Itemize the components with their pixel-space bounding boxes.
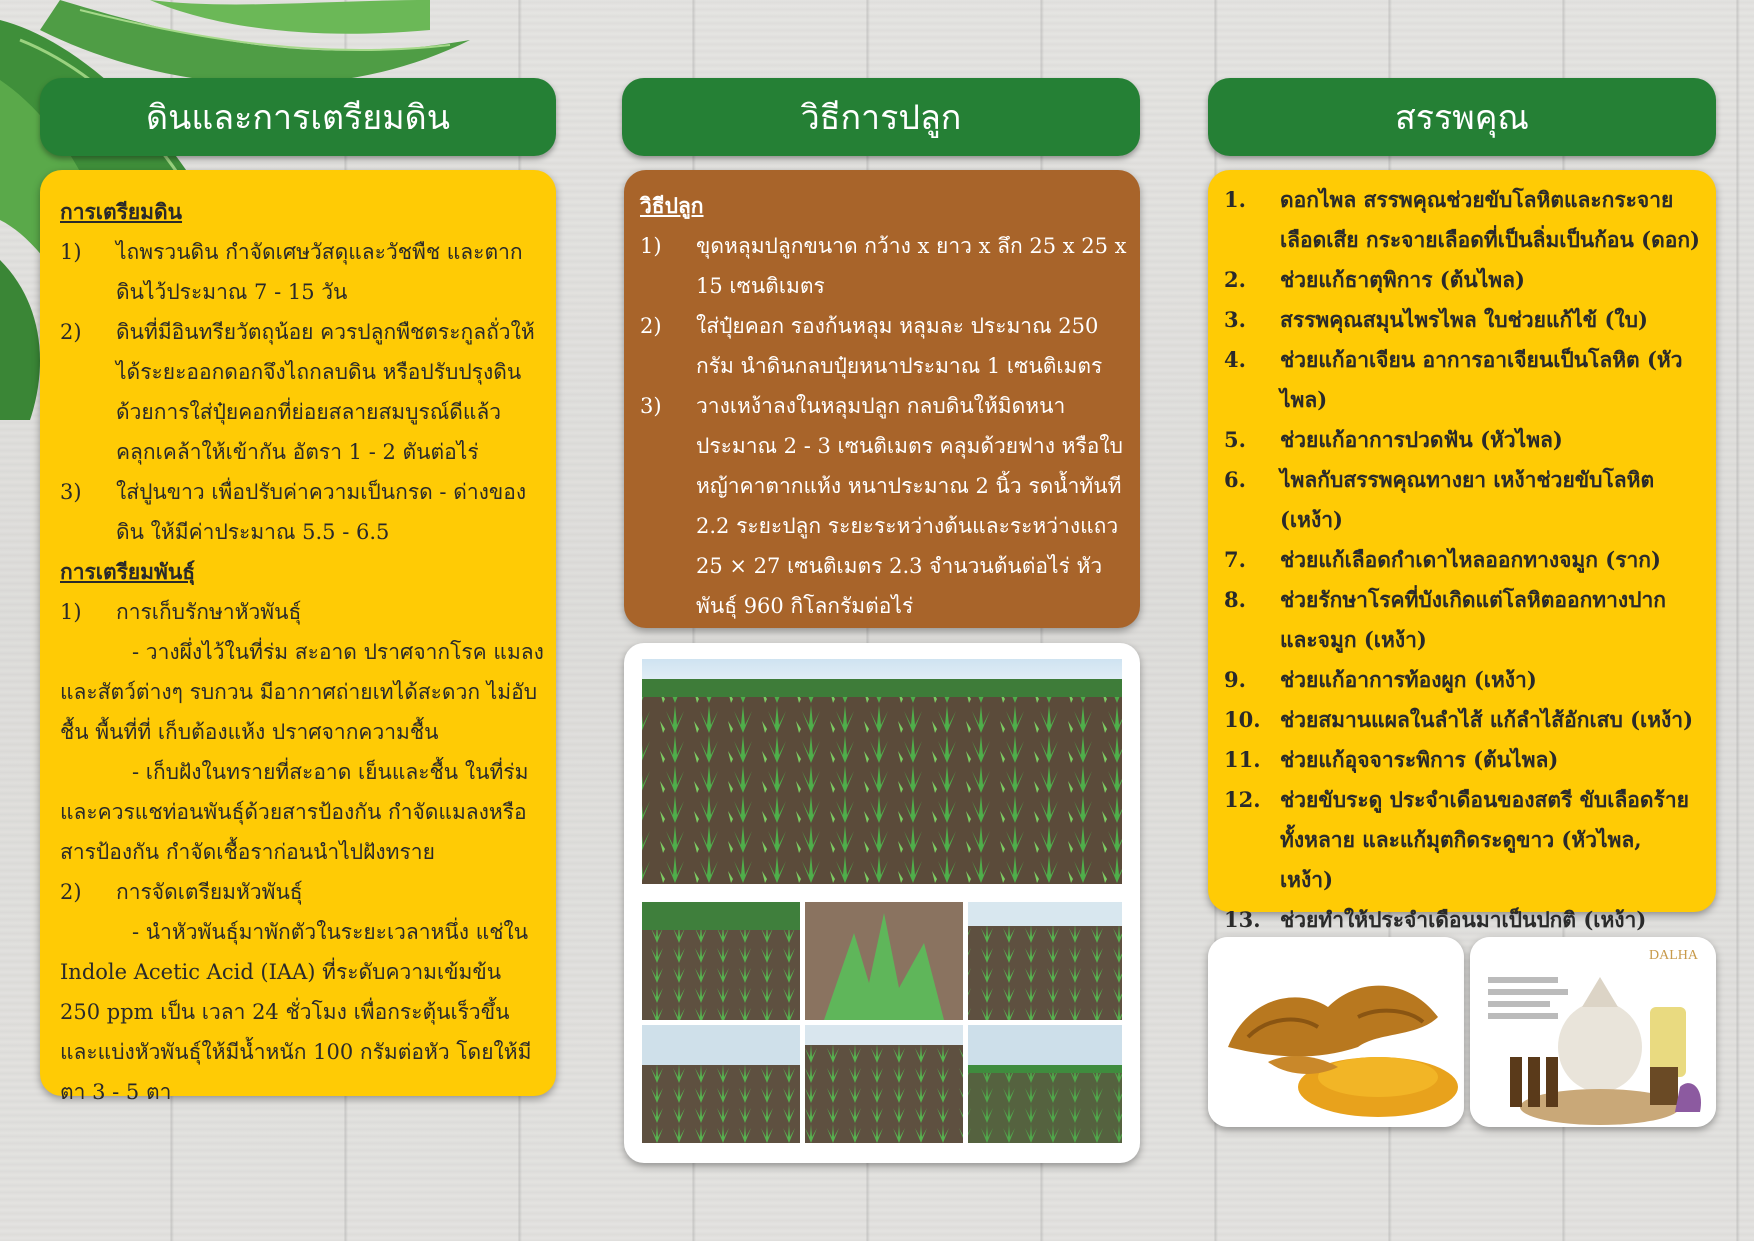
list-item: 1) ขุดหลุมปลูกขนาด กว้าง x ยาว x ลึก 25 x 25 x 15 เซนติเมตร (640, 234, 1127, 298)
herbal-products-photo (1470, 937, 1716, 1127)
col2-header-title: วิธีการปลูก (800, 98, 962, 138)
list-item: 2) ดินที่มีอินทรียวัตถุน้อย ควรปลูกพืชตระกูลถั่วให้ได้ระยะออกดอกจึงไถกลบดิน หรือปรับปรุงดินด้วยการใส่ปุ๋ยคอกที่ย่อยสลายสมบูรณ์ดีแล้ว คลุกเคล้าให้เข้ากัน อัตรา 1 - 2 ตันต่อไร่ (60, 320, 535, 464)
soil-prep-title: การเตรียมดิน (60, 199, 183, 224)
plantation-photos (624, 643, 1140, 1163)
list-item: 11. ช่วยแก้อุจจาระพิการ (ต้นไพล) (1224, 747, 1559, 772)
list-item: 3. สรรพคุณสมุนไพรไพล ใบช่วยแก้ไข้ (ใบ) (1224, 307, 1648, 332)
storage-paragraph-2: - เก็บฝังในทรายที่สะอาด เย็นและชื้น ในที่ร่มและควรแชท่อนพันธุ์ด้วยสารป้องกัน กำจัดแมลงหรือสารป้องกัน กำจัดเชื้อราก่อนนำไปฝังทราย (60, 760, 529, 864)
list-item: 8. ช่วยรักษาโรคที่บังเกิดแต่โลหิตออกทางปากและจมูก (เหง้า) (1224, 587, 1667, 652)
list-item: 10. ช่วยสมานแผลในลำไส้ แก้ลำไส้อักเสบ (เหง้า) (1224, 707, 1694, 732)
list-item: 1. ดอกไพล สรรพคุณช่วยขับโลหิตและกระจายเลือดเสีย กระจายเลือดที่เป็นลิ่มเป็นก้อน (ดอก) (1224, 187, 1700, 252)
planting-method-title: วิธีปลูก (640, 193, 704, 218)
list-item: 9. ช่วยแก้อาการท้องผูก (เหง้า) (1224, 667, 1537, 692)
col1-header-title: ดินและการเตรียมดิน (146, 98, 450, 138)
list-item: 2) การจัดเตรียมหัวพันธุ์ (60, 880, 303, 904)
list-item: 1) ไถพรวนดิน กำจัดเศษวัสดุและวัชพืช และตากดินไว้ประมาณ 7 - 15 วัน (60, 240, 523, 304)
col3-header-title: สรรพคุณ (1395, 98, 1529, 138)
list-item: 1) การเก็บรักษาหัวพันธุ์ (60, 600, 302, 624)
col1-header (40, 78, 556, 156)
plantation-photo-collage (624, 643, 1140, 1163)
list-item: 7. ช่วยแก้เลือดกำเดาไหลออกทางจมูก (ราก) (1224, 547, 1661, 572)
list-item: 6. ไพลกับสรรพคุณทางยา เหง้าช่วยขับโลหิต (เหง้า) (1224, 467, 1655, 532)
soil-prep-panel (40, 170, 556, 1104)
herbal-products-image (1470, 937, 1716, 1127)
list-item: 3) วางเหง้าลงในหลุมปลูก กลบดินให้มิดหนาประมาณ 2 - 3 เซนติเมตร คลุมด้วยฟาง หรือใบหญ้าคาตากแห้ง หนาประมาณ 2 นิ้ว รดน้ำทันที 2.2 ระยะปลูก ระยะระหว่างต้นและระหว่างแถว 25 × 27 เซนติเมตร 2.3 จำนวนต้นต่อไร่ หัวพันธุ์ 960 กิโลกรัมต่อไร่ (640, 394, 1123, 618)
list-item: 3) ใส่ปูนขาว เพื่อปรับค่าความเป็นกรด - ด่างของดิน ให้มีค่าประมาณ 5.5 - 6.5 (60, 480, 527, 544)
list-item: 5. ช่วยแก้อาการปวดฟัน (หัวไพล) (1224, 427, 1563, 452)
list-item: 13. ช่วยทำให้ประจำเดือนมาเป็นปกติ (เหง้า) (1224, 907, 1647, 932)
turmeric-image (1208, 937, 1464, 1127)
list-item: 4. ช่วยแก้อาเจียน อาการอาเจียนเป็นโลหิต (หัวไพล) (1224, 347, 1683, 412)
list-item: 12. ช่วยขับระดู ประจำเดือนของสตรี ขับเลือดร้ายทั้งหลาย และแก้มุตกิดระดูขาว (หัวไพล, เหง้า) (1224, 787, 1689, 892)
col2-header (622, 78, 1140, 156)
brand-logo-text: DALHA (1649, 948, 1698, 963)
preparation-paragraph: - นำหัวพันธุ์มาพักตัวในระยะเวลาหนึ่ง แช่ใน Indole Acetic Acid (IAA) ที่ระดับความเข้มข้น 250 ppm เป็น เวลา 24 ชั่วโมง เพื่อกระตุ้นเร็วขึ้นและแบ่งหัวพันธุ์ให้มีน้ำหนัก 100 กรัมต่อหัว โดยให้มีตา 3 - 5 ตา (60, 920, 532, 1104)
turmeric-root-photo (1208, 937, 1464, 1127)
benefits-panel (1208, 170, 1716, 932)
list-item: 2. ช่วยแก้ธาตุพิการ (ต้นไพล) (1224, 267, 1525, 292)
planting-method-panel (624, 170, 1140, 628)
seed-prep-title: การเตรียมพันธุ์ (60, 559, 196, 584)
col3-header (1208, 78, 1716, 156)
storage-paragraph-1: - วางผึ่งไว้ในที่ร่ม สะอาด ปราศจากโรค แมลงและสัตว์ต่างๆ รบกวน มีอากาศถ่ายเทได้สะดวก ไม่อับชื้น พื้นที่ที่ เก็บต้องแห้ง ปราศจากความชื้น (60, 640, 544, 744)
list-item: 2) ใส่ปุ๋ยคอก รองก้นหลุม หลุมละ ประมาณ 250 กรัม นำดินกลบปุ๋ยหนาประมาณ 1 เซนติเมตร (640, 314, 1103, 378)
